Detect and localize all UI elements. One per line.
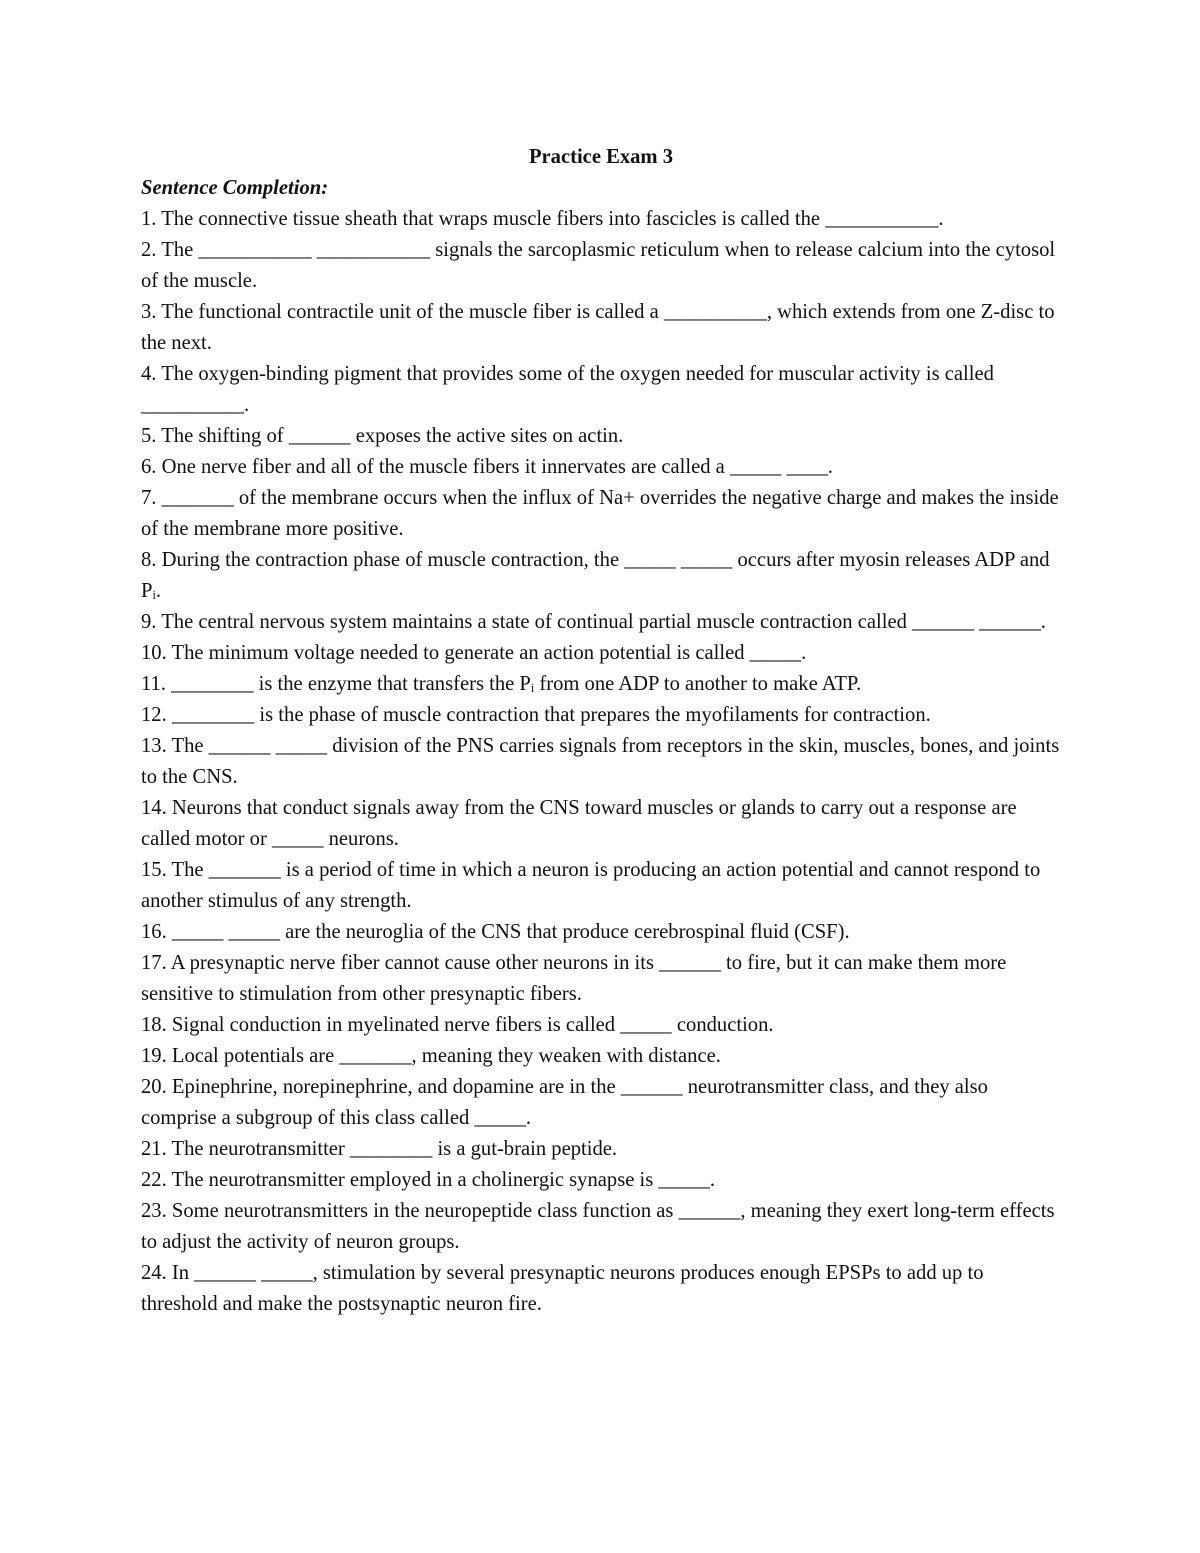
question-13: 13. The ______ _____ division of the PNS carries signals from receptors in the skin, muscles, bones, and joints to the CNS. [141, 735, 1060, 788]
question-24: 24. In ______ _____, stimulation by several presynaptic neurons produces enough EPSPs to add up to threshold and make the postsynaptic neuron fire. [141, 1262, 984, 1315]
question-9: 9. The central nervous system maintains a state of continual partial muscle contraction called ______ ______. [141, 611, 1046, 633]
question-7: 7. _______ of the membrane occurs when the influx of Na+ overrides the negative charge and makes the inside of the membrane more positive. [141, 487, 1059, 540]
question-22: 22. The neurotransmitter employed in a cholinergic synapse is _____. [141, 1169, 716, 1191]
question-8: 8. During the contraction phase of muscle contraction, the _____ _____ occurs after myosin releases ADP and Pᵢ. [141, 549, 1050, 602]
question-12: 12. ________ is the phase of muscle contraction that prepares the myofilaments for contraction. [141, 704, 931, 726]
question-1: 1. The connective tissue sheath that wraps muscle fibers into fascicles is called the ___________. [141, 208, 944, 230]
question-21: 21. The neurotransmitter ________ is a gut-brain peptide. [141, 1138, 618, 1160]
section-heading: Sentence Completion: [141, 177, 329, 199]
question-3: 3. The functional contractile unit of the muscle fiber is called a __________, which extends from one Z-disc to the next. [141, 301, 1055, 354]
document-content [141, 142, 1061, 1320]
question-15: 15. The _______ is a period of time in which a neuron is producing an action potential and cannot respond to another stimulus of any strength. [141, 859, 1041, 912]
question-14: 14. Neurons that conduct signals away from the CNS toward muscles or glands to carry out a response are called motor or _____ neurons. [141, 797, 1017, 850]
question-17: 17. A presynaptic nerve fiber cannot cause other neurons in its ______ to fire, but it can make them more sensitive to stimulation from other presynaptic fibers. [141, 952, 1007, 1005]
question-5: 5. The shifting of ______ exposes the active sites on actin. [141, 425, 624, 447]
question-19: 19. Local potentials are _______, meaning they weaken with distance. [141, 1045, 721, 1067]
question-10: 10. The minimum voltage needed to generate an action potential is called _____. [141, 642, 807, 664]
question-16: 16. _____ _____ are the neuroglia of the CNS that produce cerebrospinal fluid (CSF). [141, 921, 850, 943]
question-6: 6. One nerve fiber and all of the muscle fibers it innervates are called a _____ ____. [141, 456, 833, 478]
page-title: Practice Exam 3 [528, 146, 674, 168]
question-20: 20. Epinephrine, norepinephrine, and dopamine are in the ______ neurotransmitter class, and they also comprise a subgroup of this class called _____. [141, 1076, 988, 1129]
question-2: 2. The ___________ ___________ signals the sarcoplasmic reticulum when to release calcium into the cytosol of the muscle. [141, 239, 1056, 292]
question-18: 18. Signal conduction in myelinated nerve fibers is called _____ conduction. [141, 1014, 774, 1036]
question-list [141, 204, 1061, 1320]
question-23: 23. Some neurotransmitters in the neuropeptide class function as ______, meaning they exert long-term effects to adjust the activity of neuron groups. [141, 1200, 1055, 1253]
question-4: 4. The oxygen-binding pigment that provides some of the oxygen needed for muscular activity is called __________. [141, 363, 994, 416]
question-11: 11. ________ is the enzyme that transfers the Pᵢ from one ADP to another to make ATP. [141, 673, 862, 695]
